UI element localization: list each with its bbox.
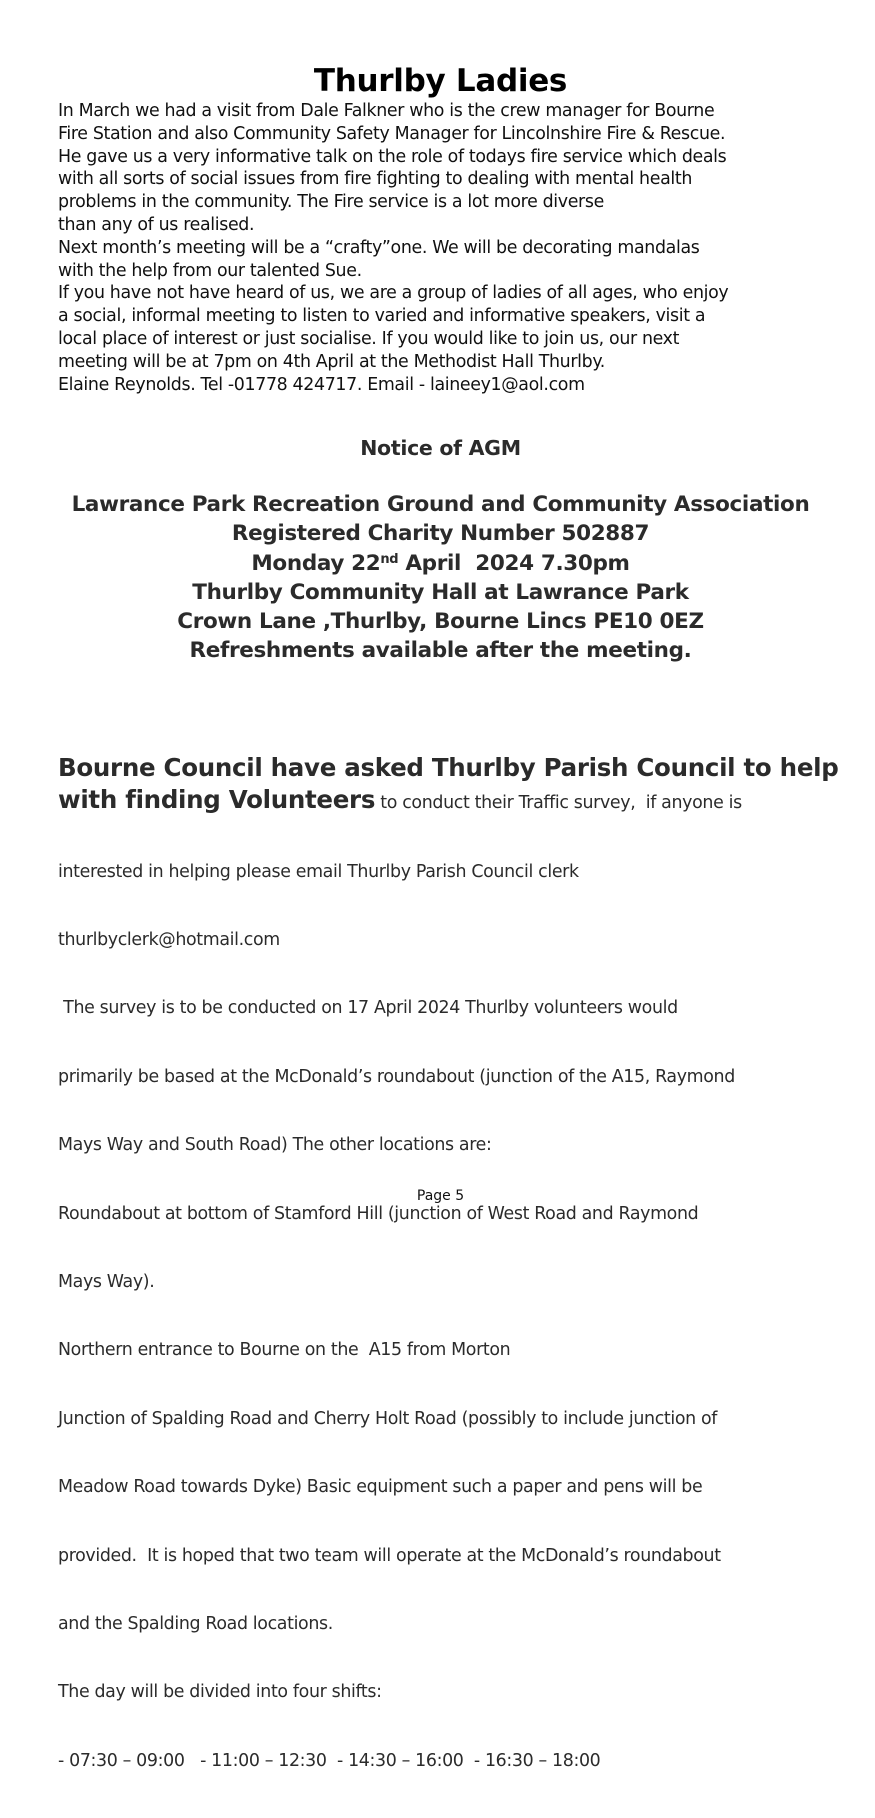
- body-line: local place of interest or just socialise. If you would like to join us, our next: [58, 328, 680, 349]
- thurlby-ladies-title: Thurlby Ladies: [313, 63, 568, 99]
- body-line: Roundabout at bottom of Stamford Hill (junction of West Road and Raymond: [58, 1203, 699, 1224]
- body-line: Next month’s meeting will be a “crafty”one. We will be decorating mandalas: [58, 237, 700, 258]
- agm-address: Crown Lane ,Thurlby, Bourne Lincs PE10 0EZ: [177, 609, 704, 635]
- body-line: Mays Way).: [58, 1271, 155, 1292]
- body-line: meeting will be at 7pm on 4th April at the Methodist Hall Thurlby.: [58, 351, 605, 372]
- body-line: and the Spalding Road locations.: [58, 1613, 333, 1634]
- agm-venue: Thurlby Community Hall at Lawrance Park: [192, 579, 689, 605]
- body-line: He gave us a very informative talk on the role of todays fire service which deals: [58, 146, 727, 167]
- thurlby-ladies-body: [58, 100, 838, 396]
- body-line: with all sorts of social issues from fire fighting to dealing with mental health: [58, 169, 692, 190]
- traffic-survey-body: [58, 815, 838, 1818]
- traffic-survey-heading-line2: [58, 784, 742, 819]
- traffic-survey-heading: Bourne Council have asked Thurlby Parish Council to help: [58, 753, 839, 782]
- traffic-survey-heading-bold: with finding Volunteers: [58, 785, 376, 814]
- agm-date-ordinal: nd: [380, 551, 399, 567]
- traffic-survey-intro: to conduct their Traffic survey, if anyone is: [375, 793, 742, 813]
- agm-notice-title: Notice of AGM: [360, 436, 521, 460]
- body-line: a social, informal meeting to listen to varied and informative speakers, visit a: [58, 306, 706, 327]
- page-number: Page 5: [416, 1188, 465, 1204]
- clerk-email: thurlbyclerk@hotmail.com: [58, 929, 280, 950]
- body-line: provided. It is hoped that two team will operate at the McDonald’s roundabout: [58, 1545, 721, 1566]
- agm-refreshments: Refreshments available after the meeting.: [189, 638, 692, 664]
- body-line: primarily be based at the McDonald’s roundabout (junction of the A15, Raymond: [58, 1066, 735, 1087]
- agm-organisation: Lawrance Park Recreation Ground and Community Association: [71, 492, 810, 517]
- body-line: The day will be divided into four shifts:: [58, 1682, 382, 1703]
- body-line: interested in helping please email Thurlby Parish Council clerk: [58, 861, 579, 882]
- agm-notice-details: [0, 490, 875, 666]
- agm-date-rest: April 2024 7.30pm: [398, 550, 630, 576]
- body-line: Northern entrance to Bourne on the A15 from Morton: [58, 1340, 511, 1361]
- body-line: Fire Station and also Community Safety Manager for Lincolnshire Fire & Rescue.: [58, 123, 726, 144]
- body-line: than any of us realised.: [58, 214, 255, 235]
- body-line: problems in the community. The Fire service is a lot more diverse: [58, 192, 604, 213]
- agm-charity-number: Registered Charity Number 502887: [231, 521, 650, 547]
- body-line: Junction of Spalding Road and Cherry Holt Road (possibly to include junction of: [58, 1408, 718, 1429]
- body-line: Mays Way and South Road) The other locations are:: [58, 1135, 492, 1156]
- body-line: The survey is to be conducted on 17 April 2024 Thurlby volunteers would: [58, 998, 678, 1019]
- shift-times: - 07:30 – 09:00 - 11:00 – 12:30 - 14:30 – 16:00 - 16:30 – 18:00: [58, 1750, 601, 1771]
- agm-date-day: Monday 22: [251, 550, 381, 576]
- body-line: If you have not have heard of us, we are a group of ladies of all ages, who enjoy: [58, 283, 729, 304]
- agm-date: [0, 549, 875, 578]
- body-line: Meadow Road towards Dyke) Basic equipment such a paper and pens will be: [58, 1477, 703, 1498]
- body-line: with the help from our talented Sue.: [58, 260, 362, 281]
- body-line: In March we had a visit from Dale Falkner who is the crew manager for Bourne: [58, 101, 715, 121]
- contact-line: Elaine Reynolds. Tel -01778 424717. Email - laineey1@aol.com: [58, 374, 585, 395]
